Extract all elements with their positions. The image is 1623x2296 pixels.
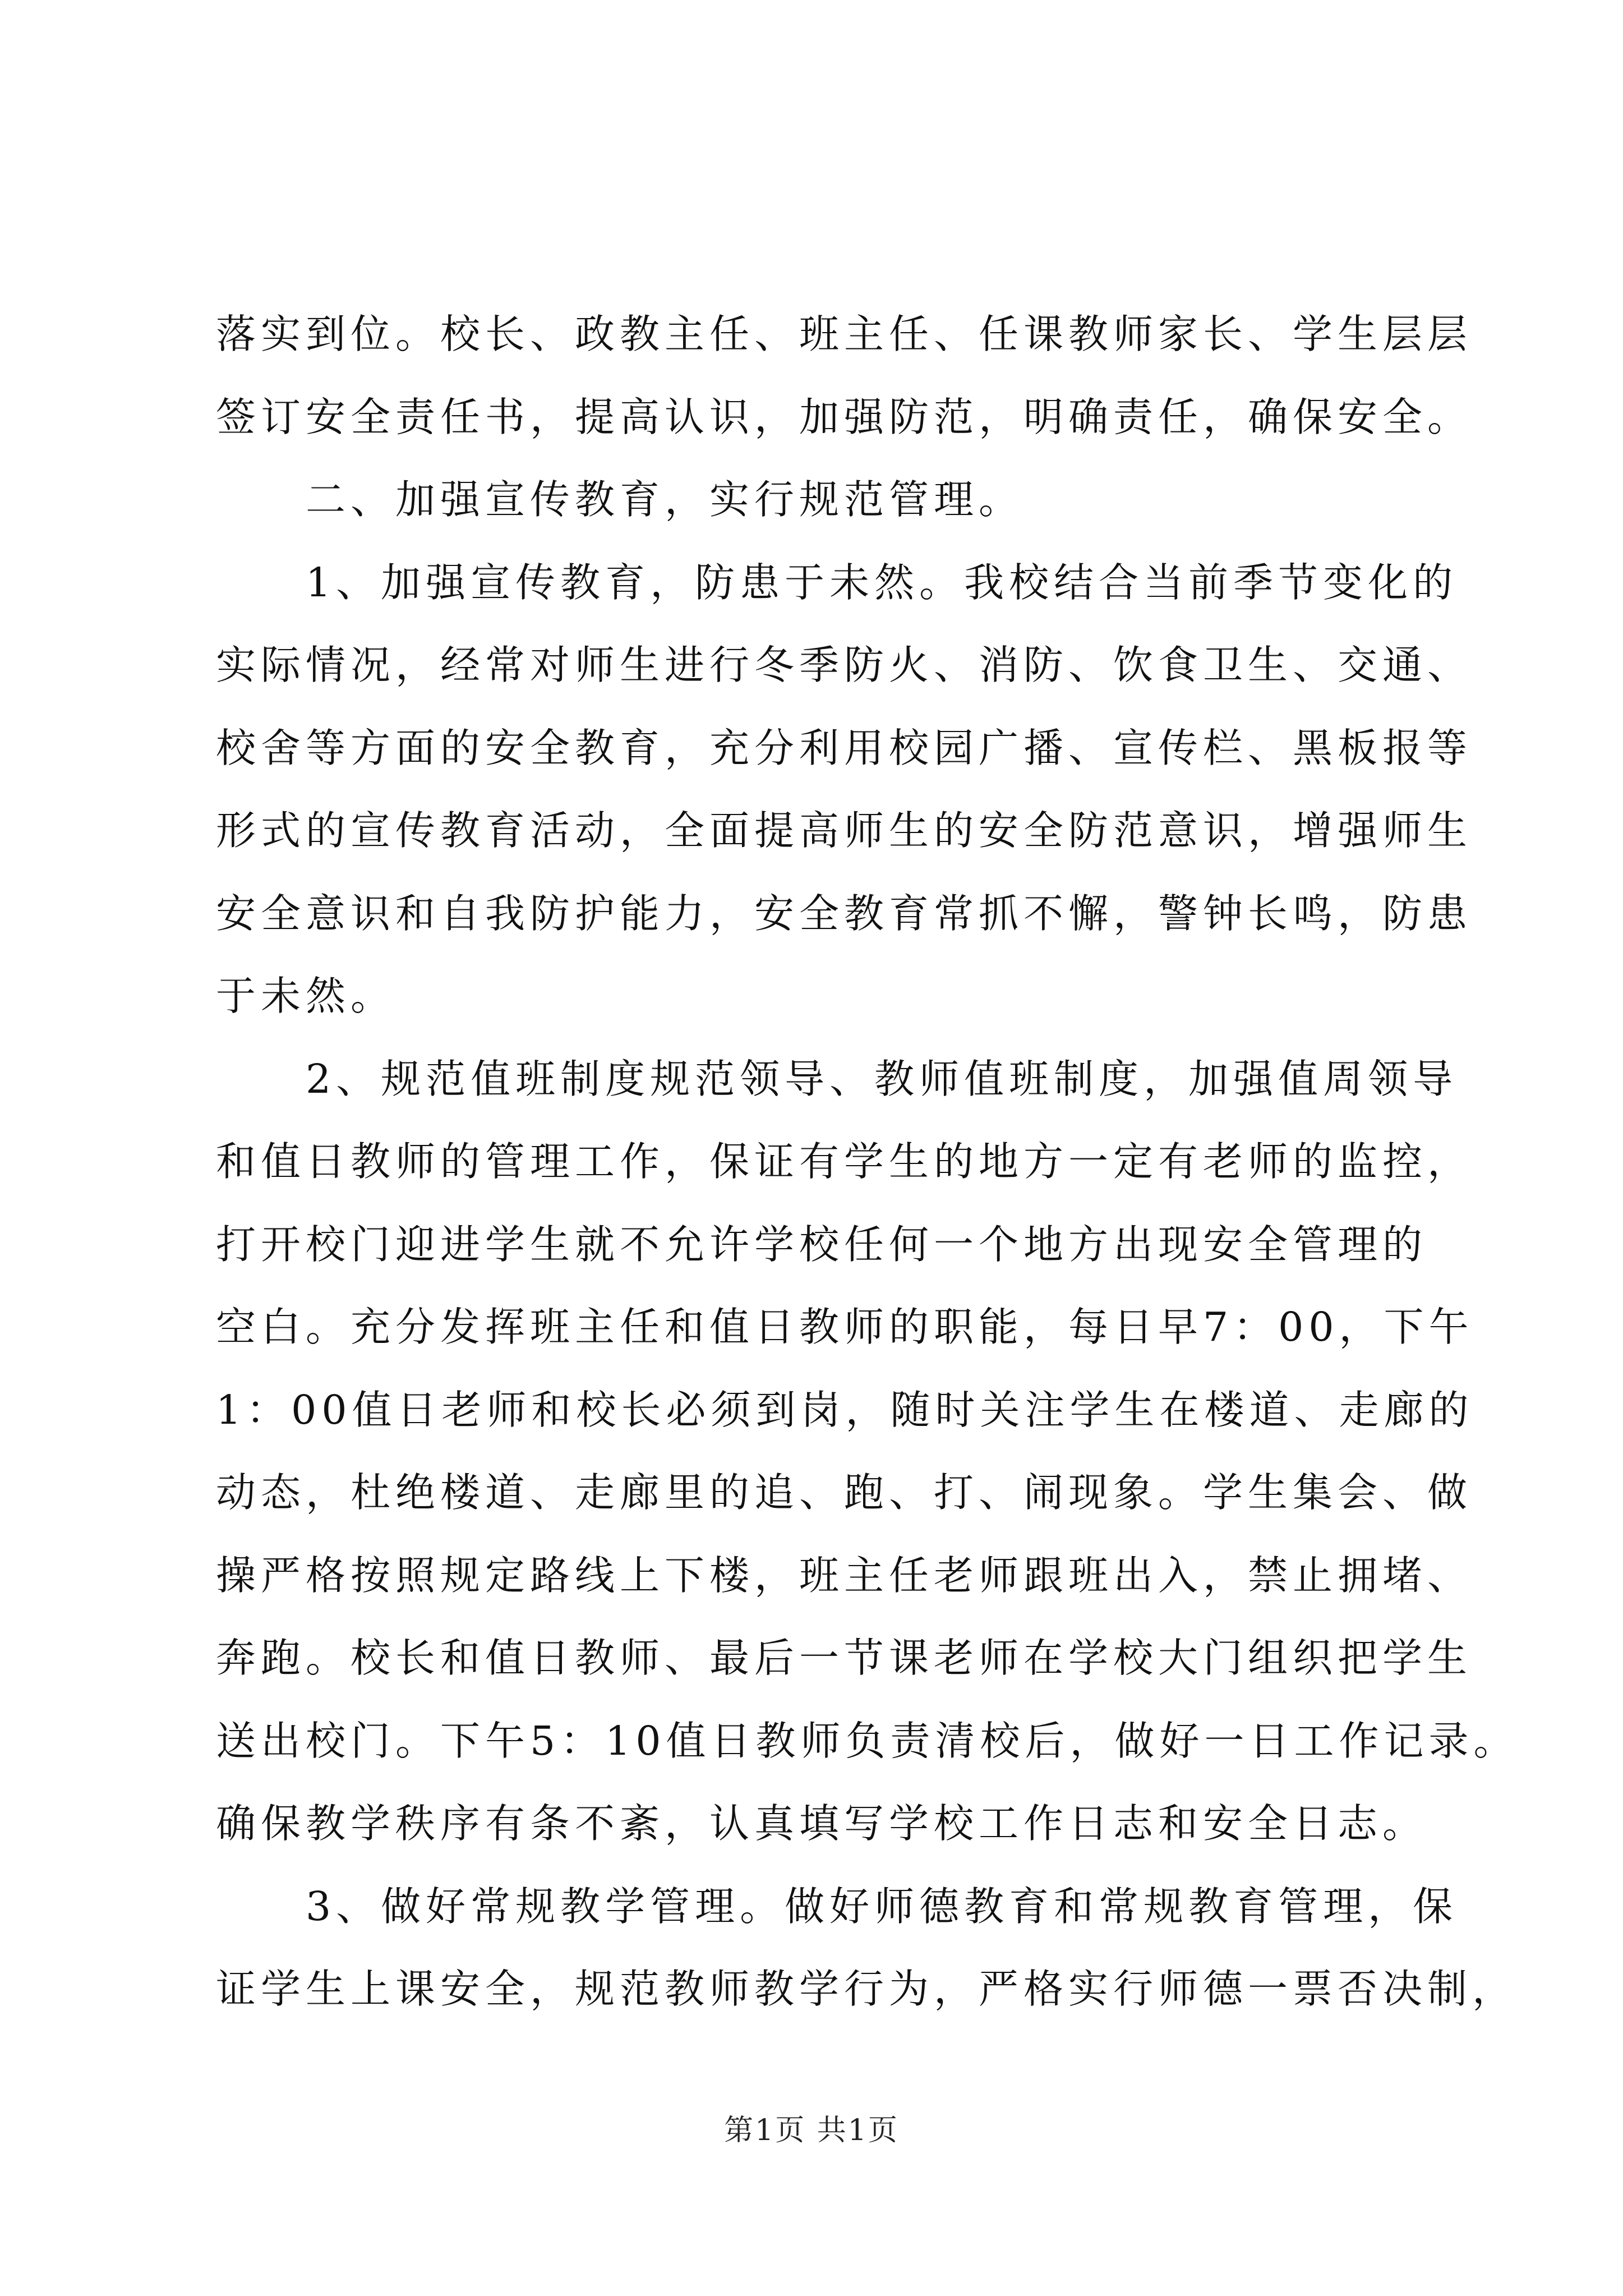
- text-line: 送出校门。下午5：10值日教师负责清校后，做好一日工作记录。: [216, 1717, 1519, 1764]
- text-line: 实际情况，经常对师生进行冬季防火、消防、饮食卫生、交通、: [216, 642, 1473, 688]
- text-line: 形式的宣传教育活动，全面提高师生的安全防范意识，增强师生: [216, 807, 1473, 854]
- text-line: 证学生上课安全，规范教师教学行为，严格实行师德一票否决制，: [216, 1966, 1518, 2012]
- text-line: 空白。充分发挥班主任和值日教师的职能，每日早7：00，下午: [216, 1304, 1474, 1350]
- text-line: 3、做好常规教学管理。做好师德教育和常规教育管理，保: [306, 1883, 1458, 1930]
- text-line: 安全意识和自我防护能力，安全教育常抓不懈，警钟长鸣，防患: [216, 890, 1473, 937]
- text-line: 打开校门迎进学生就不允许学校任何一个地方出现安全管理的: [216, 1221, 1428, 1268]
- text-line: 二、加强宣传教育，实行规范管理。: [306, 476, 1024, 523]
- text-line: 2、规范值班制度规范领导、教师值班制度，加强值周领导: [306, 1055, 1458, 1102]
- text-line: 1：00值日老师和校长必须到岗，随时关注学生在楼道、走廊的: [216, 1386, 1474, 1433]
- text-line: 校舍等方面的安全教育，充分利用校园广播、宣传栏、黑板报等: [216, 724, 1473, 771]
- text-line: 奔跑。校长和值日教师、最后一节课老师在学校大门组织把学生: [216, 1635, 1473, 1681]
- text-line: 和值日教师的管理工作，保证有学生的地方一定有老师的监控，: [216, 1138, 1473, 1185]
- page-footer: 第1页 共1页: [724, 2114, 899, 2147]
- document-body: [216, 293, 1519, 2031]
- text-line: 落实到位。校长、政教主任、班主任、任课教师家长、学生层层: [216, 311, 1473, 357]
- text-line: 于未然。: [216, 973, 396, 1019]
- text-line: 确保教学秩序有条不紊，认真填写学校工作日志和安全日志。: [216, 1800, 1428, 1847]
- text-line: 1、加强宣传教育，防患于未然。我校结合当前季节变化的: [306, 559, 1458, 606]
- text-line: 动态，杜绝楼道、走廊里的追、跑、打、闹现象。学生集会、做: [216, 1469, 1473, 1516]
- text-line: 签订安全责任书，提高认识，加强防范，明确责任，确保安全。: [216, 393, 1473, 440]
- text-line: 操严格按照规定路线上下楼，班主任老师跟班出入，禁止拥堵、: [216, 1552, 1473, 1599]
